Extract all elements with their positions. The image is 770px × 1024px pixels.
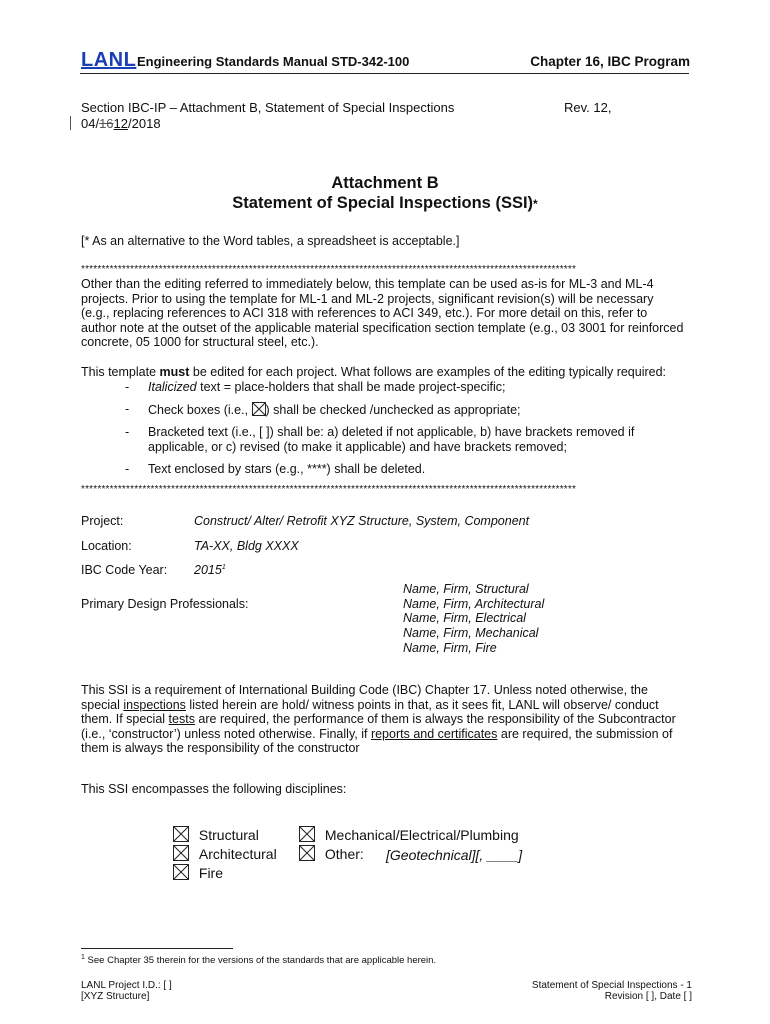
list-item-text: ) shall be checked /unchecked as appropriate; xyxy=(265,403,521,417)
manual-title: Engineering Standards Manual STD-342-100 xyxy=(137,54,410,69)
paragraph-line xyxy=(81,727,690,742)
footer-page-label: Statement of Special Inspections - 1 xyxy=(531,980,692,991)
checked-box-example xyxy=(252,402,266,416)
chapter-title: Chapter 16, IBC Program xyxy=(530,54,690,69)
intro-line: concrete, 05 1000 for structural steel, etc.). xyxy=(81,335,319,349)
attachment-title: Attachment B xyxy=(331,174,439,192)
architectural-checkbox[interactable] xyxy=(173,845,189,861)
revision-date xyxy=(81,116,161,131)
discipline-mep[interactable] xyxy=(299,826,519,843)
location-value: TA-XX, Bldg XXXX xyxy=(194,539,299,553)
mep-label: Mechanical/Electrical/Plumbing xyxy=(324,827,519,843)
footnote-number: 1 xyxy=(81,954,85,961)
design-professional-structural: Name, Firm, Structural xyxy=(403,582,529,596)
other-checkbox[interactable] xyxy=(299,845,315,861)
design-professional-electrical: Name, Firm, Electrical xyxy=(403,611,526,625)
footer-structure: [XYZ Structure] xyxy=(81,991,150,1002)
list-dash: - xyxy=(125,462,130,476)
fire-label: Fire xyxy=(198,865,224,881)
mep-checkbox[interactable] xyxy=(299,826,315,842)
project-value: Construct/ Alter/ Retrofit XYZ Structure, System, Component xyxy=(194,514,530,528)
lanl-logo: LANL xyxy=(81,49,137,71)
text-run: special xyxy=(81,697,124,712)
design-professional-fire: Name, Firm, Fire xyxy=(403,641,497,655)
template-lead-text: This template xyxy=(81,365,160,379)
template-lead xyxy=(81,365,691,380)
footnote-divider xyxy=(81,948,233,949)
reports-term: reports and certificates xyxy=(370,726,498,741)
discipline-architectural[interactable] xyxy=(173,845,277,862)
list-dash: - xyxy=(125,380,130,394)
intro-paragraph xyxy=(81,277,691,350)
footer-project-id: LANL Project I.D.: [ ] xyxy=(81,980,172,991)
paragraph-line: them is always the responsibility of the constructor xyxy=(81,741,360,755)
star-divider-bottom: ************************************************************************************************************************* xyxy=(81,484,577,495)
document-title xyxy=(0,194,770,213)
list-dash: - xyxy=(125,425,130,439)
template-lead-text: be edited for each project. What follows are examples of the editing typically required: xyxy=(189,365,667,379)
list-item-bracketed xyxy=(148,425,634,454)
alternative-note: [* As an alternative to the Word tables, a spreadsheet is acceptable.] xyxy=(81,234,460,248)
intro-line: author note at the outset of the applicable material specification section template (e.g., 03 3001 for reinforced xyxy=(81,320,684,335)
date-inserted: 12 xyxy=(113,116,129,131)
ssi-requirement-paragraph xyxy=(81,683,690,756)
disciplines-intro: This SSI encompasses the following disciplines: xyxy=(81,782,347,796)
architectural-label: Architectural xyxy=(198,846,277,862)
list-item-text: Check boxes (i.e., xyxy=(148,403,252,417)
design-professional-mechanical: Name, Firm, Mechanical xyxy=(403,626,539,640)
italic-example: Italicized xyxy=(148,380,197,394)
discipline-other[interactable] xyxy=(299,845,364,862)
intro-line: (e.g., replacing references to ACI 318 with references to ACI 349, etc.). For more detail on this, refer to xyxy=(81,306,648,320)
document-title-text: Statement of Special Inspections (SSI) xyxy=(232,194,534,212)
star-divider-top: ************************************************************************************************************************* xyxy=(81,264,577,275)
list-item-checkbox xyxy=(148,402,521,418)
list-dash: - xyxy=(125,402,130,416)
list-item-italic xyxy=(148,380,505,395)
text-run: are required, the submission of xyxy=(497,726,673,741)
list-item-text: applicable, or c) revised (to make it applicable) and have brackets removed; xyxy=(148,439,567,454)
date-deleted: 16 xyxy=(99,116,114,131)
footer-revision: Revision [ ], Date [ ] xyxy=(604,991,692,1002)
ibc-year-text: 2015 xyxy=(194,563,222,577)
design-professional-architectural: Name, Firm, Architectural xyxy=(403,597,545,611)
must-emphasis: must xyxy=(159,365,190,379)
project-label: Project: xyxy=(81,514,124,528)
intro-line: projects. Prior to using the template for ML-1 and ML-2 projects, significant revision(s) will be necessary xyxy=(81,291,654,306)
list-item-stars: Text enclosed by stars (e.g., ****) shall be deleted. xyxy=(148,462,426,476)
revision-label: Rev. 12, xyxy=(564,100,612,115)
list-item-text: text = place-holders that shall be made project-specific; xyxy=(196,380,506,394)
text-run: listed herein are hold/ witness points in that, as it sees fit, LANL will observe/ conduct xyxy=(185,697,659,712)
paragraph-line xyxy=(81,712,690,727)
ibc-year-label: IBC Code Year: xyxy=(81,563,168,577)
section-title: Section IBC-IP – Attachment B, Statement of Special Inspections xyxy=(81,100,455,115)
discipline-fire[interactable] xyxy=(173,864,223,881)
date-prefix: 04/ xyxy=(81,116,100,131)
tests-term: tests xyxy=(168,712,195,726)
paragraph-line: This SSI is a requirement of International Building Code (IBC) Chapter 17. Unless noted otherwise, the xyxy=(81,683,648,697)
footnote-ref: 1 xyxy=(221,563,226,571)
other-label: Other: xyxy=(324,846,364,862)
intro-line: Other than the editing referred to immediately below, this template can be used as-is for ML-3 and ML-4 xyxy=(81,277,654,291)
text-run: them. If special xyxy=(81,712,169,726)
design-professionals-label: Primary Design Professionals: xyxy=(81,597,249,611)
structural-checkbox[interactable] xyxy=(173,826,189,842)
change-bar xyxy=(70,116,71,130)
header-divider xyxy=(80,73,689,74)
footnote xyxy=(81,954,436,966)
structural-label: Structural xyxy=(198,827,259,843)
footnote-text: See Chapter 35 therein for the versions of the standards that are applicable herein. xyxy=(84,955,437,967)
title-asterisk: * xyxy=(533,197,538,211)
text-run: (i.e., ‘constructor’) unless noted otherwise. Finally, if xyxy=(81,726,371,741)
date-suffix: /2018 xyxy=(128,116,161,131)
ibc-year-value xyxy=(194,563,226,577)
other-discipline-value[interactable]: [Geotechnical][, ____] xyxy=(386,847,523,863)
paragraph-line xyxy=(81,698,690,713)
location-label: Location: xyxy=(81,539,132,553)
text-run: are required, the performance of them is always the responsibility of the Subcontractor xyxy=(194,712,676,726)
list-item-text: Bracketed text (i.e., [ ]) shall be: a) deleted if not applicable, b) have brackets removed if xyxy=(148,425,635,439)
discipline-structural[interactable] xyxy=(173,826,259,843)
fire-checkbox[interactable] xyxy=(173,864,189,880)
inspections-term: inspections xyxy=(123,697,186,712)
